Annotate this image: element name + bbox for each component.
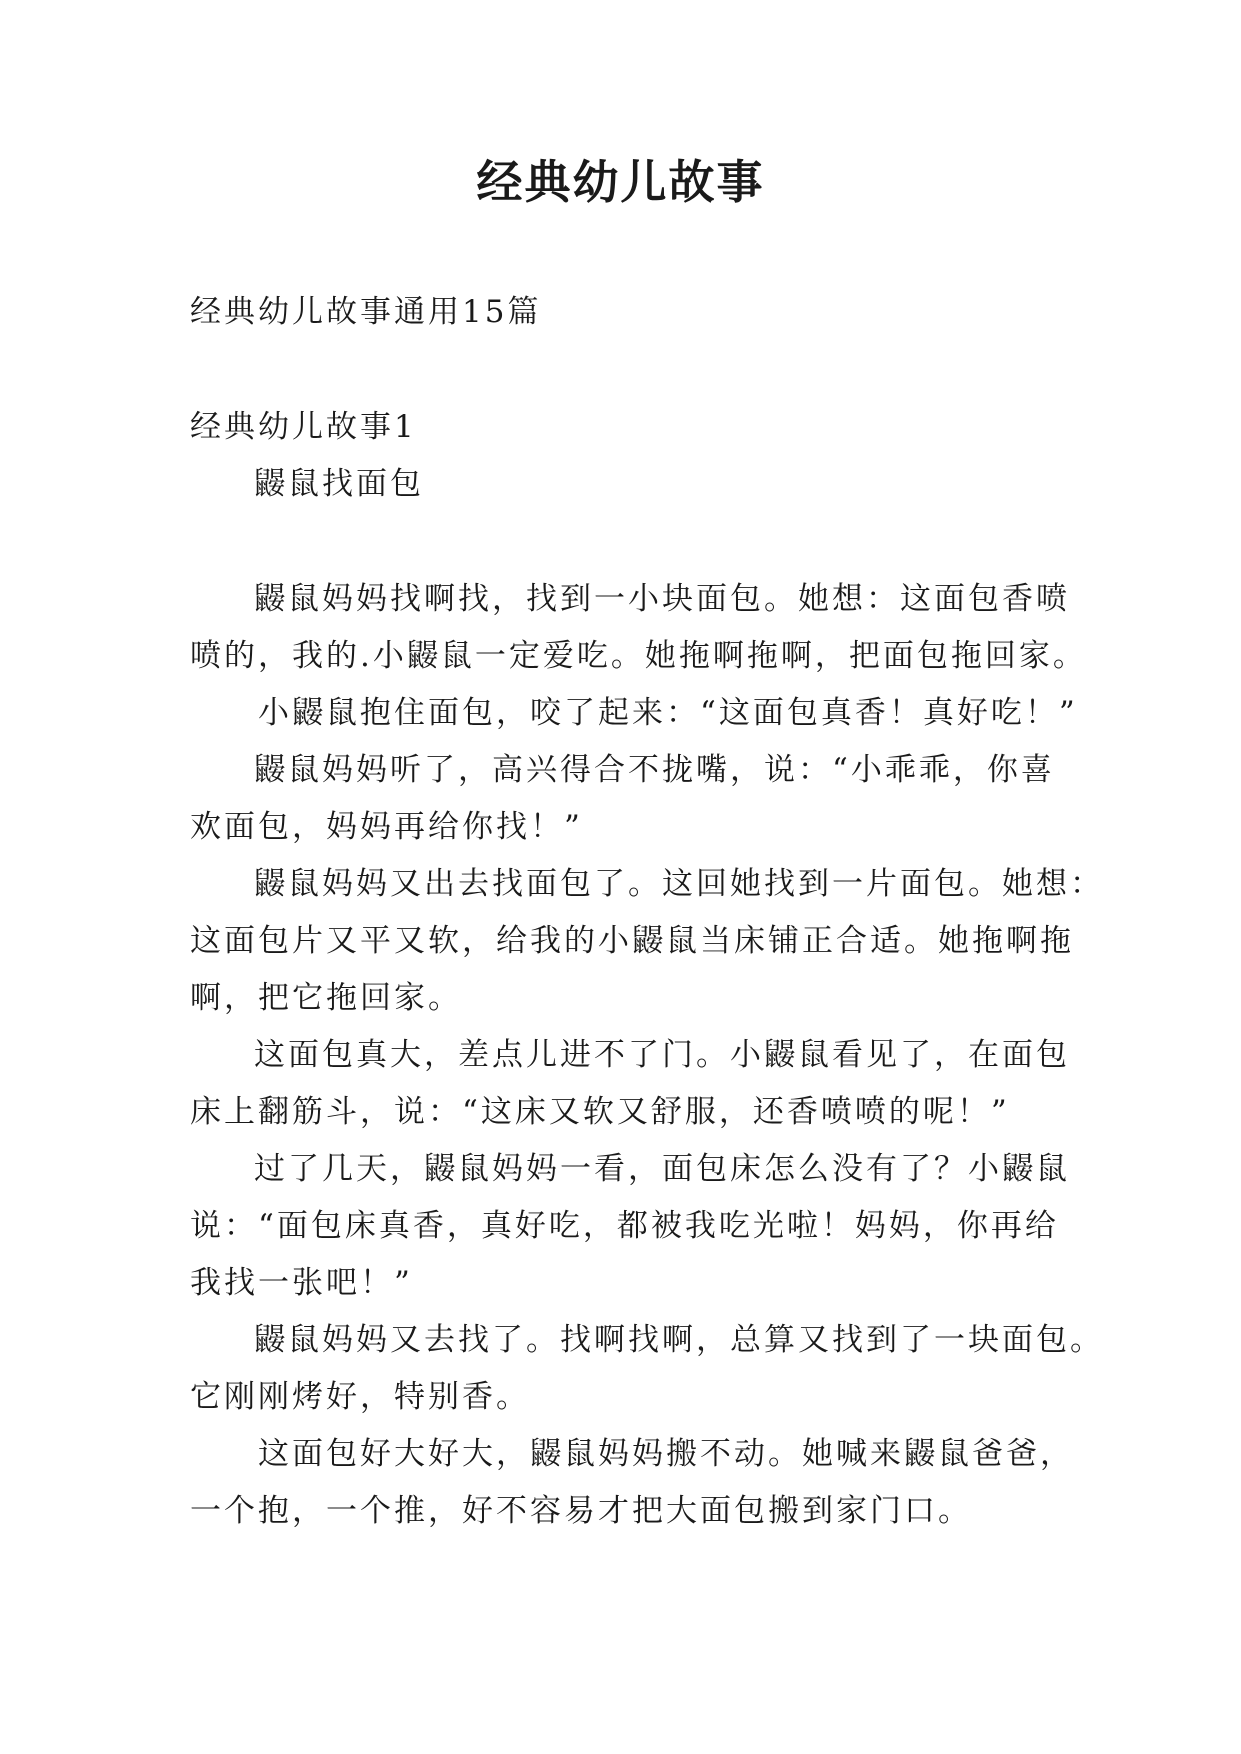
- document-title: 经典幼儿故事: [476, 155, 765, 209]
- story-line: 鼹鼠妈妈又出去找面包了。这回她找到一片面包。她想：: [254, 866, 1104, 902]
- story-line: 过了几天，鼹鼠妈妈一看，面包床怎么没有了？小鼹鼠: [254, 1151, 1070, 1187]
- section-heading: 经典幼儿故事1: [190, 409, 417, 445]
- story-line: 说：“面包床真香，真好吃，都被我吃光啦！妈妈，你再给: [190, 1208, 1059, 1244]
- document-subtitle: 经典幼儿故事通用15篇: [190, 294, 542, 330]
- story-line: 一个抱，一个推，好不容易才把大面包搬到家门口。: [190, 1493, 972, 1529]
- story-line: 鼹鼠妈妈又去找了。找啊找啊，总算又找到了一块面包。: [254, 1322, 1104, 1358]
- story-line: 这面包真大，差点儿进不了门。小鼹鼠看见了，在面包: [254, 1037, 1070, 1073]
- story-line: 欢面包，妈妈再给你找！”: [190, 809, 583, 845]
- story-line: 喷的，我的.小鼹鼠一定爱吃。她拖啊拖啊，把面包拖回家。: [190, 638, 1087, 674]
- story-line: 我找一张吧！”: [190, 1265, 413, 1301]
- story-title: 鼹鼠找面包: [254, 466, 424, 502]
- story-line: 鼹鼠妈妈听了，高兴得合不拢嘴，说：“小乖乖，你喜: [254, 752, 1055, 788]
- story-line: 这面包片又平又软，给我的小鼹鼠当床铺正合适。她拖啊拖: [190, 923, 1074, 959]
- story-line: 它刚刚烤好，特别香。: [190, 1379, 530, 1415]
- story-line: 床上翻筋斗，说：“这床又软又舒服，还香喷喷的呢！”: [190, 1094, 1010, 1130]
- story-line: 啊，把它拖回家。: [190, 980, 462, 1016]
- story-line: 这面包好大好大，鼹鼠妈妈搬不动。她喊来鼹鼠爸爸，: [258, 1436, 1074, 1472]
- story-line: 鼹鼠妈妈找啊找，找到一小块面包。她想：这面包香喷: [254, 581, 1070, 617]
- story-line: 小鼹鼠抱住面包，咬了起来：“这面包真香！真好吃！”: [258, 695, 1078, 731]
